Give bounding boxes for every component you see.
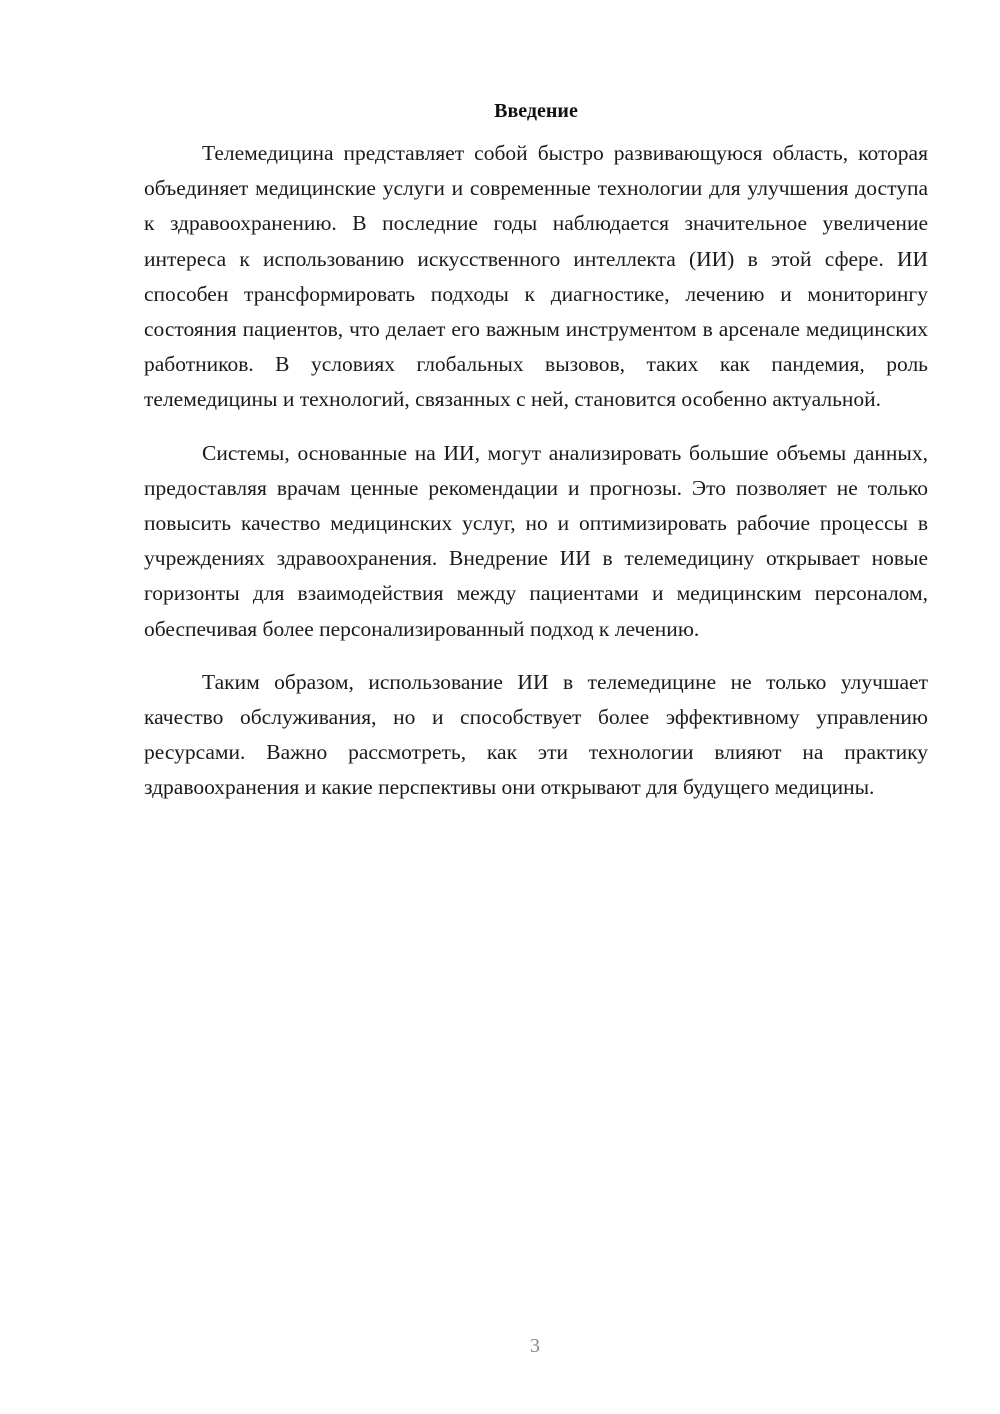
document-body — [144, 96, 928, 824]
section-title: Введение — [494, 100, 578, 122]
page-number: 3 — [530, 1335, 540, 1357]
paragraph-intro: Телемедицина представляет собой быстро развивающуюся область, которая объединяет медицинские услуги и современные технологии для улучшения доступа к здравоохранению. В последние годы наблюдается значительное увеличение интереса к использованию искусственного интеллекта (ИИ) в этой сфере. ИИ способен трансформировать подходы к диагностике, лечению и мониторингу состояния пациентов, что делает его важным инструментом в арсенале медицинских работников. В условиях глобальных вызовов, таких как пандемия, роль телемедицины и технологий, связанных с ней, становится особенно актуальной. — [144, 141, 928, 412]
paragraph-ai-systems: Системы, основанные на ИИ, могут анализировать большие объемы данных, предоставляя врачам ценные рекомендации и прогнозы. Это позволяет не только повысить качество медицинских услуг, но и оптимизировать рабочие процессы в учреждениях здравоохранения. Внедрение ИИ в телемедицину открывает новые горизонты для взаимодействия между пациентами и медицинским персоналом, обеспечивая более персонализированный подход к лечению. — [144, 440, 928, 641]
paragraph-conclusion: Таким образом, использование ИИ в телемедицине не только улучшает качество обслуживания, но и способствует более эффективному управлению ресурсами. Важно рассмотреть, как эти технологии влияют на практику здравоохранения и какие перспективы они открывают для будущего медицины. — [144, 669, 928, 800]
